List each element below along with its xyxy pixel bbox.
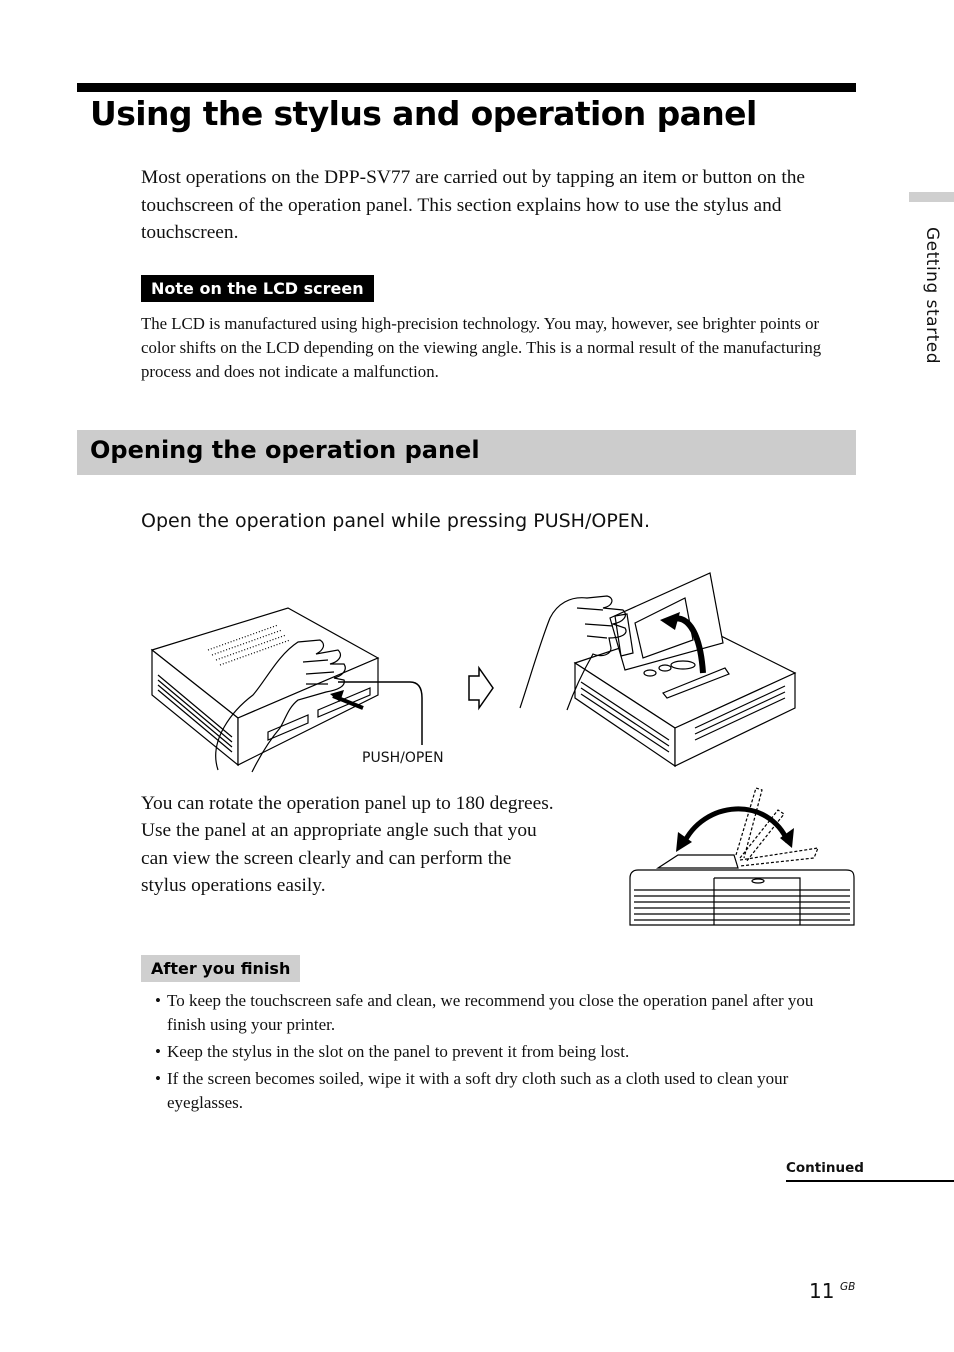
list-item: • To keep the touchscreen safe and clean, we recommend you close the operation panel after you finish using your printer. [155,991,814,1034]
hollow-arrow-icon [467,666,495,710]
bullet-text: Keep the stylus in the slot on the panel to prevent it from being lost. [167,1042,630,1061]
continued-rule [786,1180,954,1182]
continued-label: Continued [786,1160,864,1176]
rotation-paragraph: You can rotate the operation panel up to 180 degrees. Use the panel at an appropriate angle such that you can view the screen clearly and can perform the stylus operations easily. [141,793,554,896]
after-label: After you finish [141,955,300,982]
page-suffix: GB [840,1281,856,1293]
step-instruction: Open the operation panel while pressing PUSH/OPEN. [141,510,651,532]
page-title: Using the stylus and operation panel [90,94,757,133]
push-open-callout: PUSH/OPEN [362,750,444,766]
side-tab-marker [909,192,954,202]
bullet-text: To keep the touchscreen safe and clean, we recommend you close the operation panel after you finish using your printer. [167,991,814,1034]
printer-closed-illustration [148,600,428,775]
side-tab-label: Getting started [922,227,942,365]
list-item: • If the screen becomes soiled, wipe it with a soft dry cloth such as a cloth used to clean your eyeglasses. [155,1069,789,1112]
panel-rotation-illustration [628,780,856,930]
section-title: Opening the operation panel [90,436,480,464]
printer-open-illustration [515,568,800,768]
intro-paragraph: Most operations on the DPP-SV77 are carried out by tapping an item or button on the touchscreen of the operation panel. This section explains how to use the stylus and touchscreen. [141,167,806,243]
note-text: The LCD is manufactured using high-precision technology. You may, however, see brighter points or color shifts on the LCD depending on the viewing angle. This is a normal result of the manufacturing process and does not indicate a malfunction. [141,314,822,381]
note-label: Note on the LCD screen [141,275,374,302]
bullet-text: If the screen becomes soiled, wipe it with a soft dry cloth such as a cloth used to clean your eyeglasses. [167,1069,789,1112]
after-bullet-list [155,989,845,1118]
top-rule [77,83,856,92]
list-item: • Keep the stylus in the slot on the panel to prevent it from being lost. [155,1042,630,1061]
page-number: 11 [809,1279,835,1303]
